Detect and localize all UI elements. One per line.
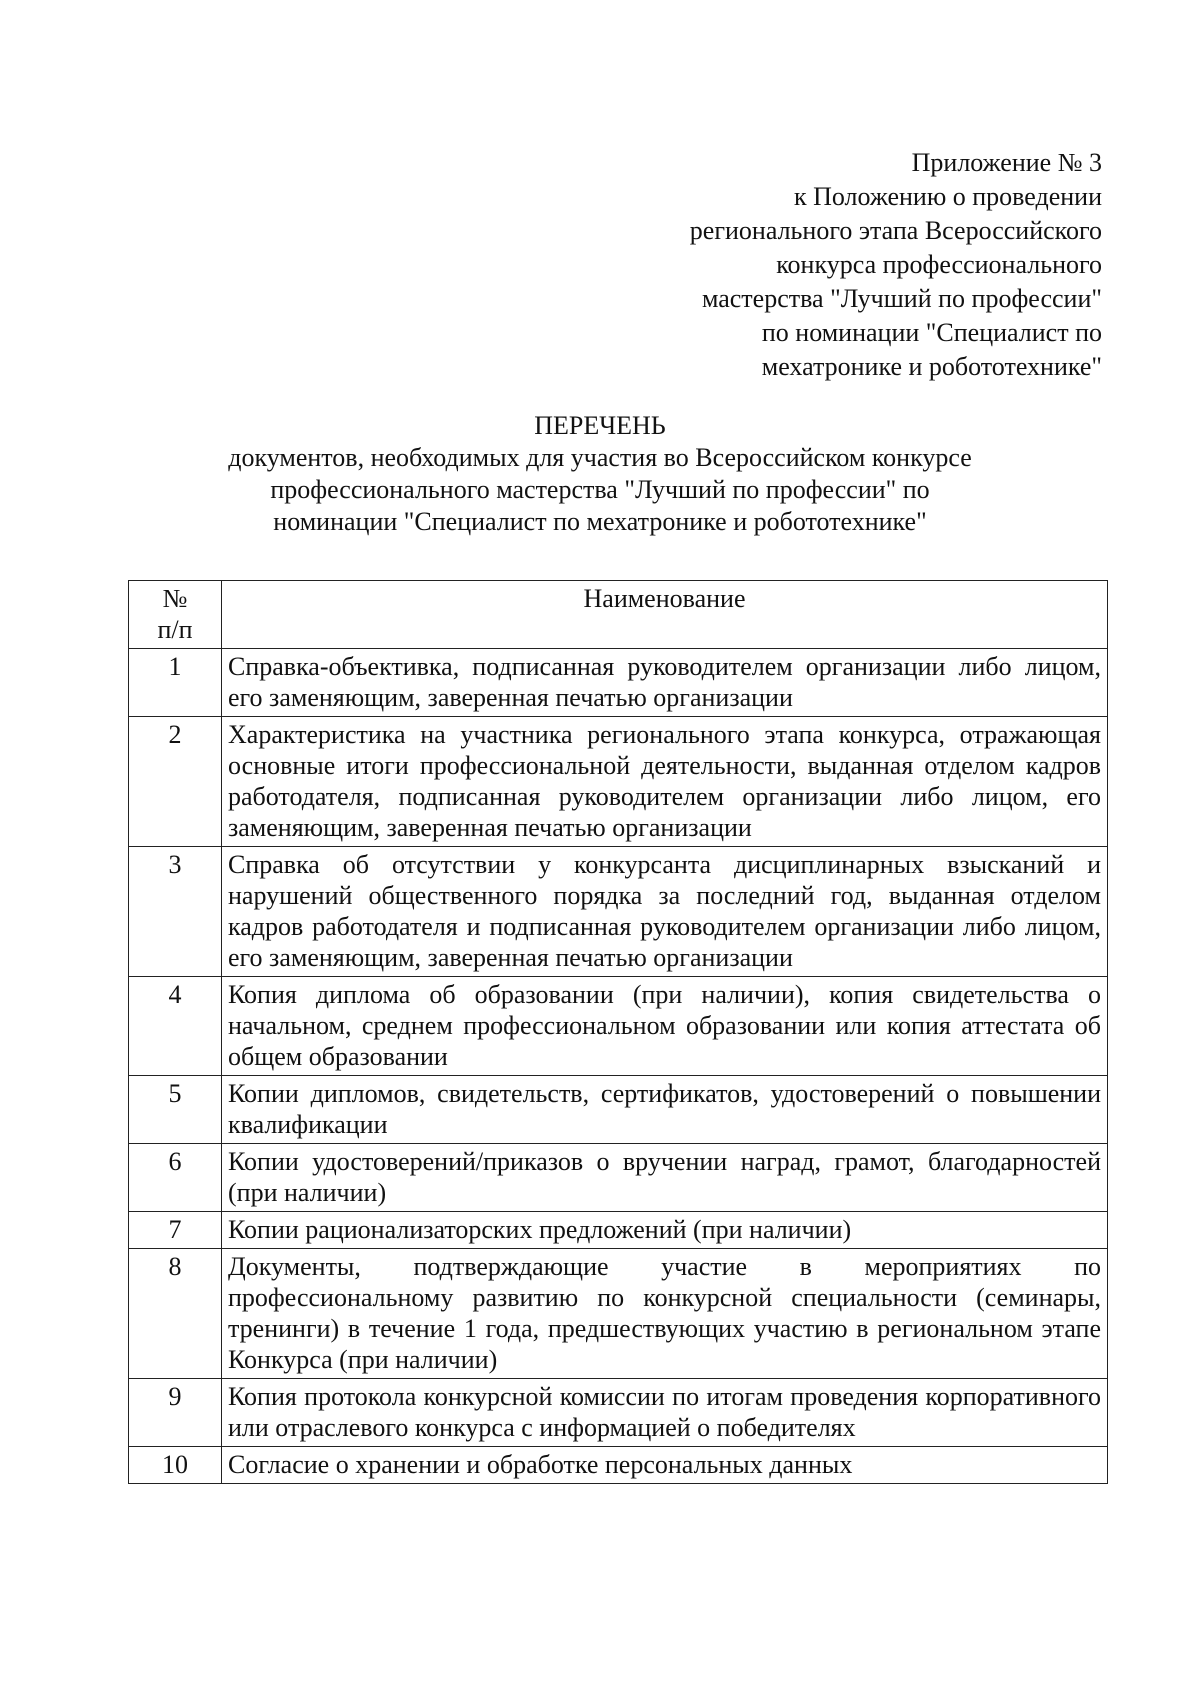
appendix-line: по номинации "Специалист по — [761, 318, 1102, 347]
table-row — [129, 649, 1108, 717]
table-row — [129, 1379, 1108, 1447]
appendix-block — [542, 146, 1102, 384]
row-number: 5 — [129, 1076, 222, 1144]
table-row — [129, 1212, 1108, 1249]
subtitle-line: профессионального мастерства "Лучший по профессии" по — [270, 475, 930, 504]
row-number: 8 — [129, 1249, 222, 1379]
appendix-line: к Положению о проведении — [793, 182, 1102, 211]
name-column-header: Наименование — [222, 581, 1108, 649]
row-text: Документы, подтверждающие участие в мероприятиях по профессиональному развитию по конкурсной специальности (семинары, тренинги) в течение 1 года, предшествующих участию в региональном этапе Конкурса (при наличии) — [222, 1249, 1108, 1379]
row-text: Копии рационализаторских предложений (при наличии) — [222, 1212, 1108, 1249]
number-header-abbr: п/п — [157, 615, 193, 644]
subtitle-line: номинации "Специалист по мехатронике и робототехнике" — [273, 507, 927, 536]
row-number: 9 — [129, 1379, 222, 1447]
row-text: Копия протокола конкурсной комиссии по итогам проведения корпоративного или отраслевого конкурса с информацией о победителях — [222, 1379, 1108, 1447]
appendix-line: мастерства "Лучший по профессии" — [701, 284, 1102, 313]
document-title: ПЕРЕЧЕНЬ — [534, 411, 666, 440]
table-header-row — [129, 581, 1108, 649]
table-row — [129, 847, 1108, 977]
row-text: Справка-объективка, подписанная руководителем организации либо лицом, его заменяющим, заверенная печатью организации — [222, 649, 1108, 717]
row-number: 6 — [129, 1144, 222, 1212]
table-row — [129, 717, 1108, 847]
row-number: 4 — [129, 977, 222, 1076]
row-number: 3 — [129, 847, 222, 977]
table-row — [129, 1447, 1108, 1484]
row-number: 7 — [129, 1212, 222, 1249]
row-text: Согласие о хранении и обработке персональных данных — [222, 1447, 1108, 1484]
row-text: Копии дипломов, свидетельств, сертификатов, удостоверений о повышении квалификации — [222, 1076, 1108, 1144]
row-number: 1 — [129, 649, 222, 717]
number-header-symbol: № — [162, 584, 188, 613]
table-row — [129, 977, 1108, 1076]
row-text: Копии удостоверений/приказов о вручении наград, грамот, благодарностей (при наличии) — [222, 1144, 1108, 1212]
row-number: 2 — [129, 717, 222, 847]
row-number: 10 — [129, 1447, 222, 1484]
row-text: Справка об отсутствии у конкурсанта дисциплинарных взысканий и нарушений общественного порядка за последний год, выданная отделом кадров работодателя и подписанная руководителем организации либо лицом, его заменяющим, заверенная печатью организации — [222, 847, 1108, 977]
table-row — [129, 1144, 1108, 1212]
document-subtitle — [150, 442, 1050, 538]
number-column-header — [129, 581, 222, 649]
table-row — [129, 1076, 1108, 1144]
appendix-line: конкурса профессионального — [776, 250, 1102, 279]
row-text: Характеристика на участника регионального этапа конкурса, отражающая основные итоги профессиональной деятельности, выданная отделом кадров работодателя, подписанная руководителем организации либо лицом, его заменяющим, заверенная печатью организации — [222, 717, 1108, 847]
appendix-line: Приложение № 3 — [911, 148, 1102, 177]
appendix-line: регионального этапа Всероссийского — [689, 216, 1102, 245]
document-heading — [150, 410, 1050, 538]
row-text: Копия диплома об образовании (при наличии), копия свидетельства о начальном, среднем профессиональном образовании или копия аттестата об общем образовании — [222, 977, 1108, 1076]
table-row — [129, 1249, 1108, 1379]
subtitle-line: документов, необходимых для участия во Всероссийском конкурсе — [228, 443, 972, 472]
documents-table — [128, 580, 1108, 1484]
appendix-line: мехатронике и робототехнике" — [761, 352, 1102, 381]
